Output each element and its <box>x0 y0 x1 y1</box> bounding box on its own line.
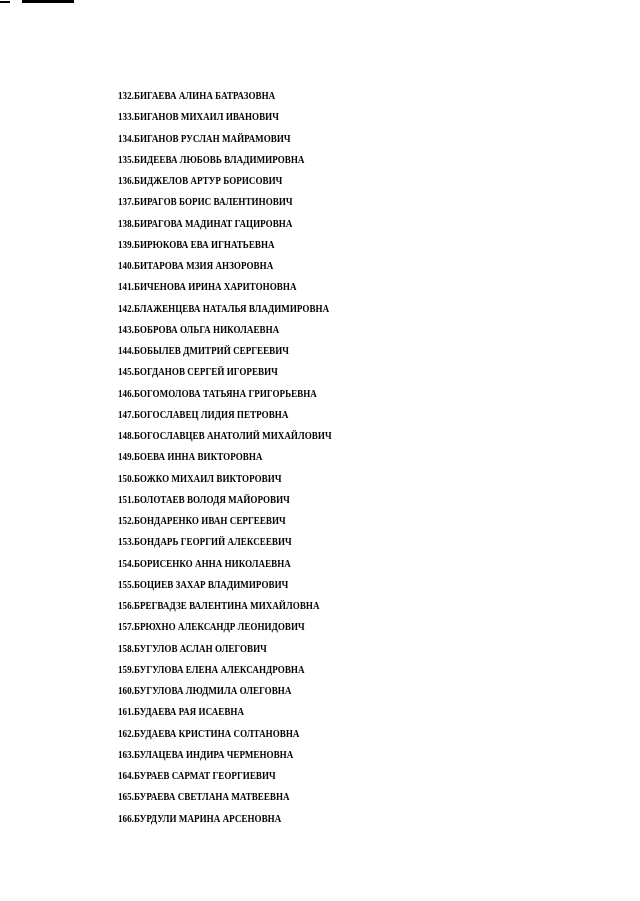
list-item: 155.БОЦИЕВ ЗАХАР ВЛАДИМИРОВИЧ <box>118 579 289 591</box>
list-item: 153.БОНДАРЬ ГЕОРГИЙ АЛЕКСЕЕВИЧ <box>118 537 292 549</box>
scan-artifact-mark <box>0 0 74 4</box>
list-item: 161.БУДАЕВА РАЯ ИСАЕВНА <box>118 707 245 719</box>
list-item: 138.БИРАГОВА МАДИНАТ ГАЦИРОВНА <box>118 218 293 230</box>
list-item: 151.БОЛОТАЕВ ВОЛОДЯ МАЙОРОВИЧ <box>118 494 290 506</box>
list-item: 152.БОНДАРЕНКО ИВАН СЕРГЕЕВИЧ <box>118 516 286 527</box>
list-item: 164.БУРАЕВ САРМАТ ГЕОРГИЕВИЧ <box>118 771 276 782</box>
list-item: 166.БУРДУЛИ МАРИНА АРСЕНОВНА <box>118 813 282 825</box>
list-item: 148.БОГОСЛАВЦЕВ АНАТОЛИЙ МИХАЙЛОВИЧ <box>118 431 332 442</box>
list-item: 165.БУРАЕВА СВЕТЛАНА МАТВЕЕВНА <box>118 792 290 804</box>
list-item: 163.БУЛАЦЕВА ИНДИРА ЧЕРМЕНОВНА <box>118 749 294 761</box>
list-item: 157.БРЮХНО АЛЕКСАНДР ЛЕОНИДОВИЧ <box>118 622 305 634</box>
list-item: 137.БИРАГОВ БОРИС ВАЛЕНТИНОВИЧ <box>118 197 293 209</box>
list-item: 143.БОБРОВА ОЛЬГА НИКОЛАЕВНА <box>118 324 280 336</box>
list-item: 159.БУГУЛОВА ЕЛЕНА АЛЕКСАНДРОВНА <box>118 664 305 676</box>
list-item: 139.БИРЮКОВА ЕВА ИГНАТЬЕВНА <box>118 239 275 251</box>
list-item: 140.БИТАРОВА МЗИЯ АНЗОРОВНА <box>118 261 274 272</box>
list-item: 162.БУДАЕВА КРИСТИНА СОЛТАНОВНА <box>118 728 300 740</box>
list-item: 149.БОЕВА ИННА ВИКТОРОВНА <box>118 452 263 464</box>
list-item: 132.БИГАЕВА АЛИНА БАТРАЗОВНА <box>118 91 276 102</box>
scan-artifact-segment <box>22 0 74 3</box>
list-item: 147.БОГОСЛАВЕЦ ЛИДИЯ ПЕТРОВНА <box>118 409 289 421</box>
list-item: 156.БРЕГВАДЗЕ ВАЛЕНТИНА МИХАЙЛОВНА <box>118 601 320 612</box>
name-list <box>118 86 366 830</box>
list-item: 145.БОГДАНОВ СЕРГЕЙ ИГОРЕВИЧ <box>118 367 278 379</box>
list-item: 135.БИДЕЕВА ЛЮБОВЬ ВЛАДИМИРОВНА <box>118 154 305 166</box>
list-item: 136.БИДЖЕЛОВ АРТУР БОРИСОВИЧ <box>118 176 283 187</box>
list-item: 141.БИЧЕНОВА ИРИНА ХАРИТОНОВНА <box>118 282 297 294</box>
list-item: 134.БИГАНОВ РУСЛАН МАЙРАМОВИЧ <box>118 133 291 145</box>
scan-artifact-segment <box>0 1 10 3</box>
list-item: 158.БУГУЛОВ АСЛАН ОЛЕГОВИЧ <box>118 643 267 655</box>
list-item: 160.БУГУЛОВА ЛЮДМИЛА ОЛЕГОВНА <box>118 686 292 697</box>
list-item: 146.БОГОМОЛОВА ТАТЬЯНА ГРИГОРЬЕВНА <box>118 388 317 400</box>
list-item: 142.БЛАЖЕНЦЕВА НАТАЛЬЯ ВЛАДИМИРОВНА <box>118 303 330 315</box>
list-item: 144.БОБЫЛЕВ ДМИТРИЙ СЕРГЕЕВИЧ <box>118 346 289 357</box>
list-item: 150.БОЖКО МИХАИЛ ВИКТОРОВИЧ <box>118 473 282 485</box>
list-item: 154.БОРИСЕНКО АННА НИКОЛАЕВНА <box>118 558 291 570</box>
list-item: 133.БИГАНОВ МИХАИЛ ИВАНОВИЧ <box>118 112 279 124</box>
